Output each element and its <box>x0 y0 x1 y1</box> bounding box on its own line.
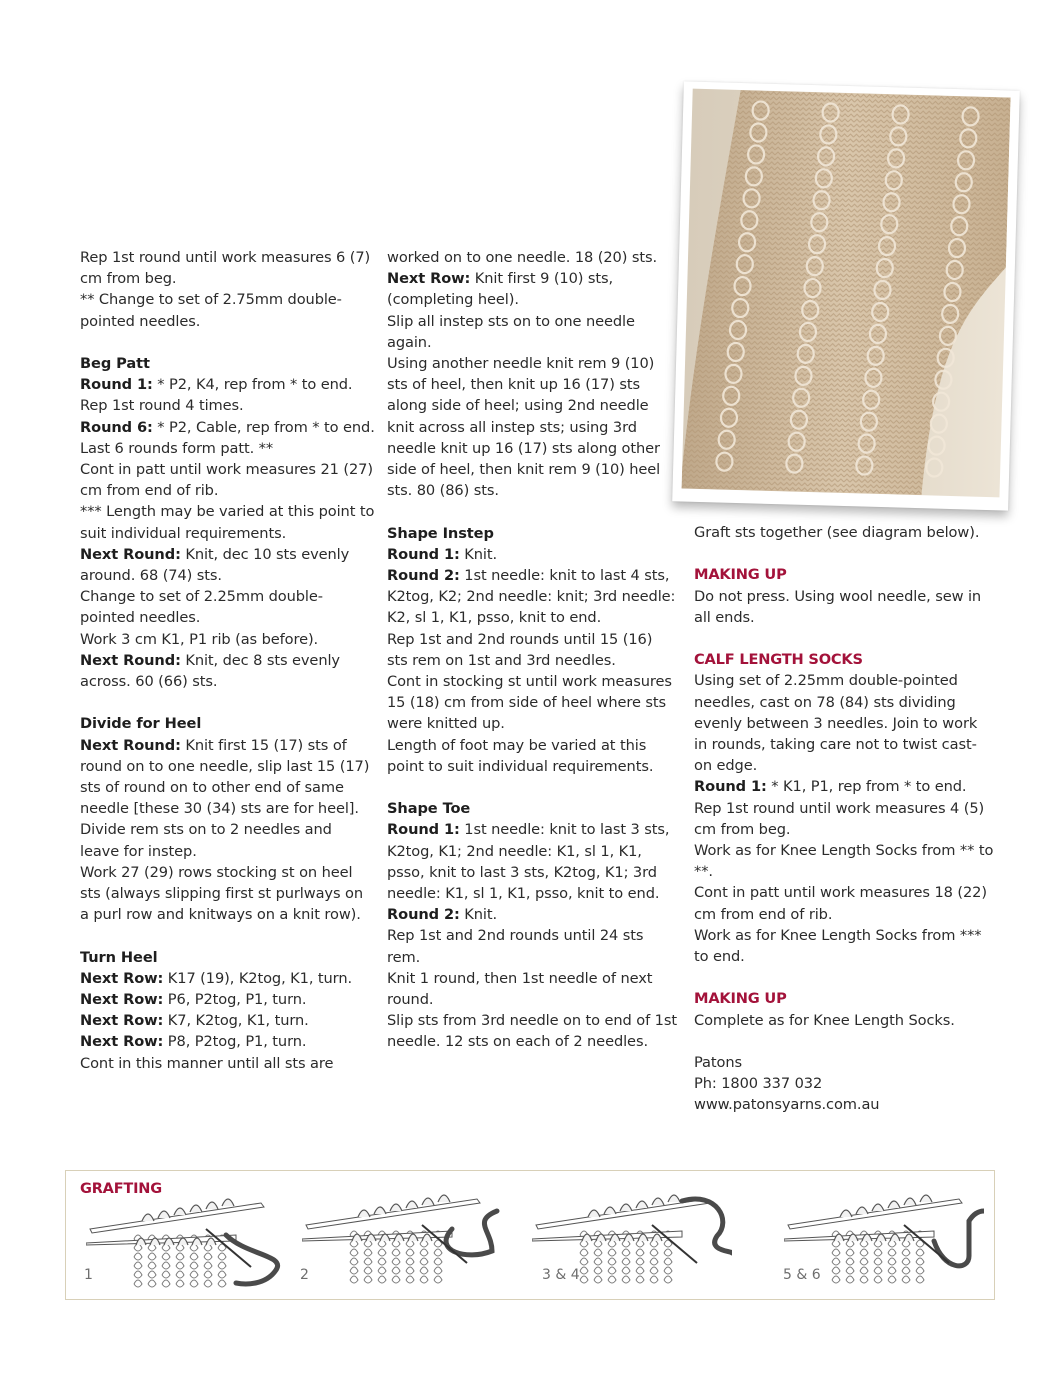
instruction-label: Round 1: <box>80 376 153 394</box>
instruction-line <box>387 565 677 629</box>
instruction-line <box>694 776 994 797</box>
instruction-text: Knit. <box>459 545 498 563</box>
instruction-line <box>80 1031 375 1052</box>
instruction-label: Next Row: <box>80 991 164 1009</box>
instruction-text: Slip all instep sts on to one needle again. <box>387 312 635 351</box>
instruction-line <box>80 544 375 586</box>
instruction-text: *** Length may be varied at this point to suit individual requirements. <box>80 503 375 542</box>
instruction-line <box>694 1073 994 1094</box>
grafting-step-label: 2 <box>300 1267 309 1283</box>
paragraph-spacer <box>80 692 375 713</box>
instruction-text: Work 27 (29) rows stocking st on heel sts (always slipping first st purlways on a purl row and knitways on a knit row). <box>80 863 363 924</box>
instruction-text: Work 3 cm K1, P1 rib (as before). <box>80 630 319 648</box>
section-heading-red: MAKING UP <box>694 990 787 1008</box>
instruction-text: Cont in stocking st until work measures 15 (18) cm from side of heel where sts were knitted up. <box>387 673 672 733</box>
instruction-line <box>80 417 375 438</box>
instruction-text: P8, P2tog, P1, turn. <box>163 1033 307 1051</box>
instruction-text: Rep 1st and 2nd rounds until 24 sts rem. <box>387 927 644 966</box>
instruction-text: Rep 1st round until work measures 4 (5) cm from beg. <box>694 799 985 838</box>
instruction-text: Do not press. Using wool needle, sew in all ends. <box>694 587 982 626</box>
paragraph-spacer <box>80 925 375 946</box>
grafting-step-label: 1 <box>84 1267 93 1283</box>
instruction-line <box>387 629 677 671</box>
instruction-line <box>694 586 994 628</box>
instruction-line <box>387 353 677 501</box>
instruction-text: 1st needle: knit to last 3 sts, K2tog, K1; 2nd needle: K1, sl 1, K1, psso, knit to last 3 sts, K2tog, K1; 3rd needle: K1, sl 1, K1, psso, knit to end. <box>387 821 670 903</box>
instruction-text: K7, K2tog, K1, turn. <box>163 1012 309 1030</box>
instruction-text: Knit first 9 (10) sts, (completing heel). <box>387 270 614 309</box>
instruction-text: Knit, dec 8 sts evenly across. 60 (66) sts. <box>80 651 340 691</box>
grafting-step-5-6-icon <box>784 1181 984 1293</box>
grafting-step-label: 3 & 4 <box>542 1267 580 1283</box>
instruction-text: Using another needle knit rem 9 (10) sts of heel, then knit up 16 (17) sts along side of heel; using 2nd needle knit across all instep sts; using 3rd needle knit up 16 (17) sts along other side of heel, then knit rem 9 (10) heel sts. 80 (86) sts. <box>387 355 661 500</box>
instruction-text: Complete as for Knee Length Socks. <box>694 1011 955 1029</box>
instruction-label: Round 1: <box>387 821 460 839</box>
section-heading: Shape Instep <box>387 524 494 542</box>
instruction-line <box>694 882 994 924</box>
instruction-label: Next Row: <box>80 969 164 987</box>
grafting-step-1-icon <box>86 1185 286 1297</box>
instruction-line <box>80 247 375 289</box>
instruction-line <box>80 459 375 501</box>
paragraph-spacer <box>80 332 375 353</box>
instruction-text: * P2, K4, rep from * to end. <box>152 376 353 394</box>
instruction-text: Cont in patt until work measures 18 (22) cm from end of rib. <box>694 884 987 923</box>
instruction-text: Knit. <box>459 906 498 924</box>
instruction-text: Using set of 2.25mm double-pointed needles, cast on 78 (84) sts dividing evenly between 3 needles. Join to work in rounds, taking care not to twist cast-on edge. <box>694 672 978 775</box>
instruction-text: Cont in patt until work measures 21 (27) cm from end of rib. <box>80 461 373 500</box>
sock-photo <box>682 89 1011 498</box>
instruction-line <box>80 819 375 861</box>
instruction-line <box>387 247 677 268</box>
instruction-text: Rep 1st round until work measures 6 (7) cm from beg. <box>80 249 371 288</box>
instruction-line <box>387 671 677 735</box>
instruction-line <box>387 544 677 565</box>
paragraph-spacer <box>387 501 677 522</box>
section-heading-red: MAKING UP <box>694 566 787 584</box>
instruction-line <box>80 374 375 395</box>
instruction-label: Next Row: <box>80 1012 164 1030</box>
instruction-text: Divide rem sts on to 2 needles and leave for instep. <box>80 821 332 860</box>
instruction-line <box>694 925 994 967</box>
paragraph-spacer <box>387 777 677 798</box>
instruction-line <box>387 268 677 310</box>
paragraph-spacer <box>694 628 994 649</box>
instruction-label: Round 2: <box>387 567 460 585</box>
instruction-text: K17 (19), K2tog, K1, turn. <box>163 969 353 987</box>
instruction-line <box>387 968 677 1010</box>
instruction-line <box>387 925 677 967</box>
instruction-text: * P2, Cable, rep from * to end. <box>152 418 375 436</box>
instruction-line <box>80 586 375 628</box>
instruction-line <box>80 968 375 989</box>
instruction-line <box>694 522 994 543</box>
instruction-line <box>694 798 994 840</box>
instruction-line <box>694 840 994 882</box>
section-heading: Divide for Heel <box>80 715 202 733</box>
website-link[interactable]: www.patonsyarns.com.au <box>694 1096 880 1114</box>
instruction-line <box>694 1052 994 1073</box>
instruction-label: Next Round: <box>80 736 181 754</box>
instruction-line <box>80 1053 375 1074</box>
instruction-text: Graft sts together (see diagram below). <box>694 524 980 541</box>
grafting-step-2-icon <box>302 1181 502 1293</box>
instruction-text: Rep 1st and 2nd rounds until 15 (16) sts rem on 1st and 3rd needles. <box>387 630 653 669</box>
instruction-line <box>387 904 677 925</box>
instruction-line <box>387 1010 677 1052</box>
grafting-title: GRAFTING <box>80 1181 162 1197</box>
instruction-text: Length of foot may be varied at this point to suit individual requirements. <box>387 736 654 775</box>
instruction-text: Patons <box>694 1054 742 1072</box>
section-heading: Turn Heel <box>80 948 158 966</box>
instruction-text: P6, P2tog, P1, turn. <box>163 991 307 1009</box>
instruction-line <box>80 629 375 650</box>
instruction-text: worked on to one needle. 18 (20) sts. <box>387 249 658 266</box>
sock-photo-frame <box>672 81 1020 510</box>
instruction-text: Rep 1st round 4 times. <box>80 397 244 415</box>
instruction-line <box>80 989 375 1010</box>
instruction-text: Knit, dec 10 sts evenly around. 68 (74) sts. <box>80 545 350 585</box>
instruction-label: Round 2: <box>387 906 460 924</box>
instruction-text: Last 6 rounds form patt. ** <box>80 439 274 457</box>
instruction-line <box>80 395 375 416</box>
instruction-text: Work as for Knee Length Socks from ** to **. <box>694 842 994 881</box>
paragraph-spacer <box>694 543 994 564</box>
instructions-column-2 <box>387 247 677 1053</box>
instruction-line <box>387 311 677 353</box>
instruction-text: * K1, P1, rep from * to end. <box>766 778 967 796</box>
instruction-text: Change to set of 2.25mm double-pointed needles. <box>80 588 323 627</box>
instructions-column-3 <box>694 522 994 1116</box>
instruction-line <box>387 819 677 904</box>
instruction-label: Next Row: <box>387 270 471 288</box>
section-heading-red: CALF LENGTH SOCKS <box>694 651 863 669</box>
instruction-label: Round 1: <box>387 545 460 563</box>
paragraph-spacer <box>694 967 994 988</box>
cable-rib-sock-icon <box>682 89 1011 498</box>
instruction-line <box>80 501 375 543</box>
instruction-text: ** Change to set of 2.75mm double-pointed needles. <box>80 291 342 330</box>
instruction-label: Round 1: <box>694 778 767 796</box>
instruction-text: Ph: 1800 337 032 <box>694 1075 823 1093</box>
section-heading: Beg Patt <box>80 355 150 372</box>
instruction-line <box>694 670 994 776</box>
instruction-text: 1st needle: knit to last 4 sts, K2tog, K2; 2nd needle: knit; 3rd needle: K2, sl 1, K1, psso, knit to end. <box>387 567 676 627</box>
paragraph-spacer <box>694 1031 994 1052</box>
instruction-line <box>80 735 375 820</box>
instruction-label: Round 6: <box>80 418 153 436</box>
instruction-line <box>80 289 375 331</box>
instructions-column-1 <box>80 247 375 1074</box>
instruction-line <box>694 1010 994 1031</box>
instruction-text: Work as for Knee Length Socks from *** to end. <box>694 926 982 966</box>
grafting-step-label: 5 & 6 <box>783 1267 821 1283</box>
instruction-line <box>387 735 677 777</box>
instruction-text: Knit first 15 (17) sts of round on to one needle, slip last 15 (17) sts of round on to other end of same needle [these 30 (34) sts are for heel]. <box>80 736 370 818</box>
instruction-line <box>80 1010 375 1031</box>
section-heading: Shape Toe <box>387 800 471 818</box>
instruction-label: Next Round: <box>80 545 181 563</box>
grafting-panel <box>65 1170 995 1300</box>
instruction-text: Cont in this manner until all sts are <box>80 1054 334 1072</box>
instruction-line <box>80 438 375 459</box>
grafting-step-3-4-icon <box>532 1181 732 1293</box>
instruction-label: Next Row: <box>80 1033 164 1051</box>
instruction-label: Next Round: <box>80 651 181 669</box>
instruction-text: Slip sts from 3rd needle on to end of 1st needle. 12 sts on each of 2 needles. <box>387 1012 677 1051</box>
instruction-line <box>80 862 375 926</box>
instruction-text: Knit 1 round, then 1st needle of next round. <box>387 969 653 1009</box>
instruction-line <box>80 650 375 692</box>
